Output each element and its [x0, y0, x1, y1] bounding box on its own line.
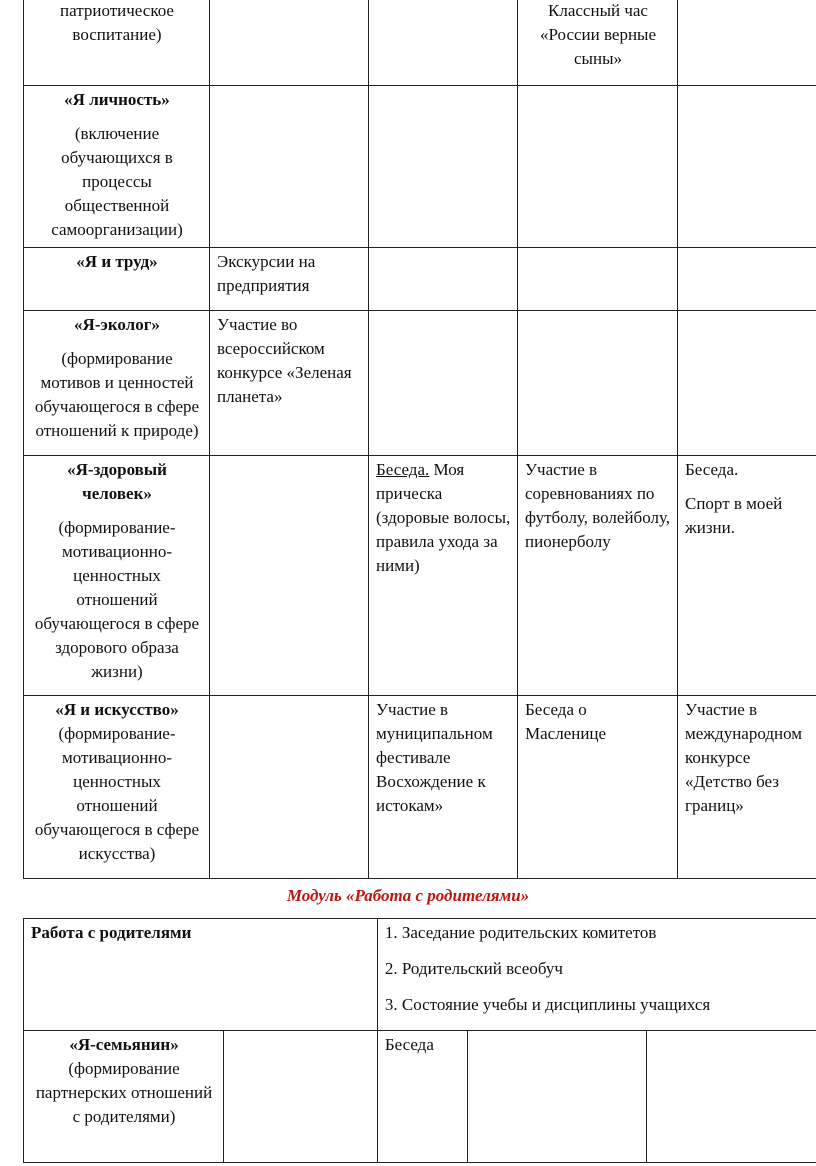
- cell-text: Участие в соревнованиях по футболу, волейболу, пионерболу: [525, 460, 670, 551]
- list-item: 2. Родительский всеобуч: [384, 959, 563, 978]
- cell-sport-talk: [678, 456, 816, 696]
- cell: [210, 696, 369, 879]
- cell-healthy-person: [24, 456, 210, 696]
- table-row: [24, 311, 816, 456]
- cell-text: Классный час «России верные сыны»: [539, 1, 657, 68]
- activities-table: [23, 0, 816, 879]
- cell-class-hour: [518, 0, 678, 86]
- cell: [678, 248, 816, 311]
- row-title: «Я и искусство»: [55, 700, 179, 719]
- cell-text: Участие в международном конкурсе «Детство без границ»: [685, 700, 803, 815]
- cell-parents-header: [24, 919, 378, 1031]
- row-title: «Я личность»: [64, 90, 170, 109]
- cell-ecologist: [24, 311, 210, 456]
- cell-competitions: [518, 456, 678, 696]
- row-description: (формирование мотивов и ценностей обучающегося в сфере отношений к природе): [34, 349, 200, 440]
- table-row: [24, 0, 816, 86]
- cell: [518, 311, 678, 456]
- cell: [646, 1031, 816, 1163]
- cell-family: [24, 1031, 224, 1163]
- cell-text: Беседа о Масленице: [525, 700, 607, 743]
- cell-text: патриотическое воспитание): [60, 1, 174, 44]
- cell-talk: [377, 1031, 467, 1163]
- row-title: «Я и труд»: [76, 252, 158, 271]
- cell: [678, 86, 816, 248]
- cell: [369, 86, 518, 248]
- cell: [518, 86, 678, 248]
- cell: [210, 0, 369, 86]
- cell: [210, 456, 369, 696]
- cell-green-planet: [210, 311, 369, 456]
- cell-text: Участие во всероссийском конкурсе «Зеленая планета»: [217, 315, 352, 406]
- cell: [369, 248, 518, 311]
- cell-excursions: [210, 248, 369, 311]
- table-row: [24, 919, 816, 1031]
- cell: [678, 0, 816, 86]
- row-title: «Я-семьянин»: [69, 1035, 179, 1054]
- parents-table: [23, 918, 816, 1163]
- cell: [518, 248, 678, 311]
- row-description: (включение обучающихся в процессы общественной самоорганизации): [51, 124, 183, 239]
- underlined-text: Беседа.: [376, 460, 430, 479]
- cell-parents-items: [377, 919, 816, 1031]
- row-description: (формирование-мотивационно-ценностных отношений обучающегося в сфере здорового образа жизни): [34, 518, 200, 681]
- list-item: 3. Состояние учебы и дисциплины учащихся: [384, 995, 711, 1014]
- cell: [468, 1031, 646, 1163]
- module-title: Модуль «Работа с родителями»: [286, 886, 530, 905]
- cell: [210, 86, 369, 248]
- cell-maslenitsa: [518, 696, 678, 879]
- cell-art: [24, 696, 210, 879]
- cell-text: Экскурсии на предприятия: [217, 252, 316, 295]
- cell-text: Участие в муниципальном фестивале Восхождение к истокам»: [376, 700, 493, 815]
- cell-personality: [24, 86, 210, 248]
- row-description: (формирование-мотивационно-ценностных отношений обучающегося в сфере искусства): [34, 724, 200, 863]
- row-description: (формирование партнерских отношений с родителями): [35, 1059, 213, 1126]
- table-row: [24, 248, 816, 311]
- table-row: [24, 1031, 816, 1163]
- list-item: 1. Заседание родительских комитетов: [384, 923, 657, 942]
- cell-contest: [678, 696, 816, 879]
- cell-patriotic-end: [24, 0, 210, 86]
- table-row: [24, 456, 816, 696]
- header-label: Работа с родителями: [31, 923, 192, 942]
- row-title: «Я-здоровый человек»: [67, 460, 167, 503]
- cell: [369, 0, 518, 86]
- cell-text: Беседа.: [685, 460, 739, 479]
- cell-text: Спорт в моей жизни.: [685, 494, 783, 537]
- cell-text: Моя прическа (здоровые волосы, правила ухода за ними): [376, 460, 511, 575]
- cell-festival: [369, 696, 518, 879]
- table-row: [24, 86, 816, 248]
- cell-text: Беседа: [384, 1035, 434, 1054]
- cell-hairstyle-talk: [369, 456, 518, 696]
- cell: [224, 1031, 378, 1163]
- cell: [369, 311, 518, 456]
- cell: [678, 311, 816, 456]
- cell-labor: [24, 248, 210, 311]
- row-title: «Я-эколог»: [74, 315, 160, 334]
- table-row: [24, 696, 816, 879]
